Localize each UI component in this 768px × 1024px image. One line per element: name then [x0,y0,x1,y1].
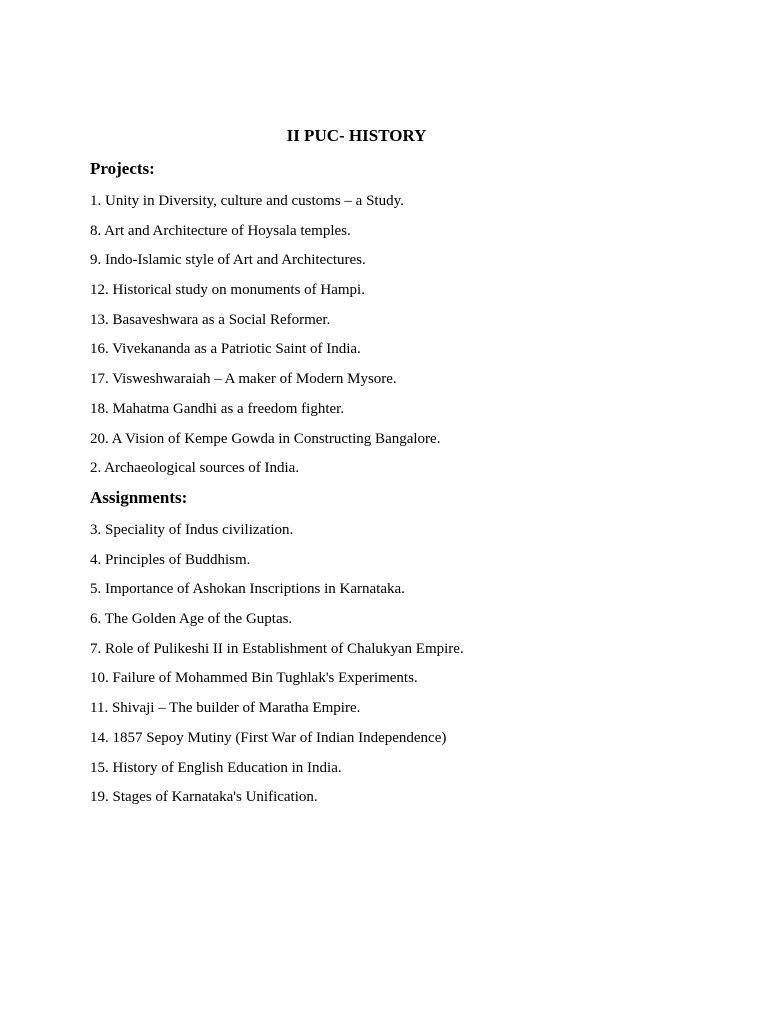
assignments-list [90,521,464,818]
list-item: 19. Stages of Karnataka's Unification. [90,789,318,806]
list-item: 3. Speciality of Indus civilization. [90,522,294,538]
list-item: 4. Principles of Buddhism. [90,551,251,568]
list-item: 13. Basaveshwara as a Social Reformer. [90,311,331,328]
list-item: 7. Role of Pulikeshi II in Establishment of Chalukyan Empire. [90,640,464,657]
list-item: 10. Failure of Mohammed Bin Tughlak's Experiments. [90,670,418,687]
list-item: 12. Historical study on monuments of Hampi. [90,282,365,299]
list-item: 15. History of English Education in India. [90,759,342,776]
list-item: 17. Visweshwaraiah – A maker of Modern Mysore. [90,371,397,388]
projects-heading: Projects: [90,159,155,178]
list-item: 1. Unity in Diversity, culture and customs – a Study. [90,193,404,209]
list-item: 11. Shivaji – The builder of Maratha Empire. [90,700,361,717]
list-item: 20. A Vision of Kempe Gowda in Constructing Bangalore. [90,430,441,447]
list-item: 9. Indo-Islamic style of Art and Architectures. [90,252,366,269]
list-item: 8. Art and Architecture of Hoysala temples. [90,222,351,239]
list-item: 18. Mahatma Gandhi as a freedom fighter. [90,400,345,417]
projects-list [90,192,440,489]
list-item: 5. Importance of Ashokan Inscriptions in Karnataka. [90,581,405,598]
list-item: 2. Archaeological sources of India. [90,460,300,477]
list-item: 6. The Golden Age of the Guptas. [90,611,293,628]
list-item: 14. 1857 Sepoy Mutiny (First War of Indian Independence) [90,729,447,746]
document-title: II PUC- HISTORY [286,126,427,145]
list-item: 16. Vivekananda as a Patriotic Saint of India. [90,341,361,358]
assignments-heading: Assignments: [90,488,188,507]
